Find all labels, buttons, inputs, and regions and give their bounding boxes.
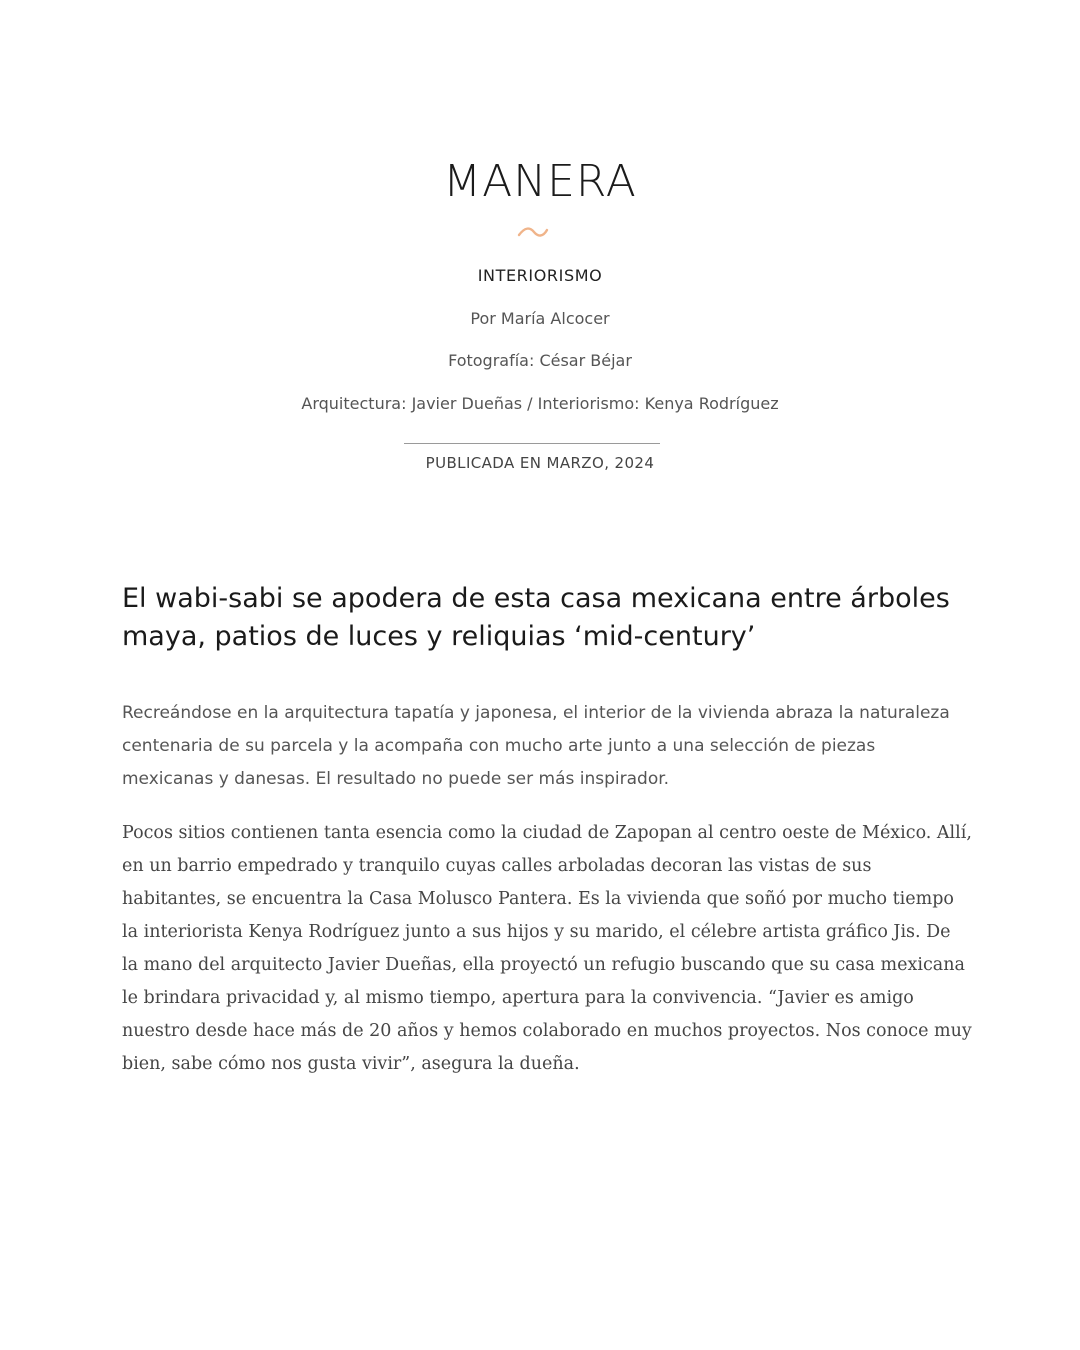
section-label[interactable]: INTERIORISMO bbox=[477, 266, 603, 285]
article-dek: Recreándose en la arquitectura tapatía y japonesa, el interior de la vivienda abraza la naturaleza centenaria de su parcela y la acompaña con mucho arte junto a una selección de piezas mexicanas y danesas. El resultado no puede ser más inspirador. bbox=[122, 703, 950, 789]
divider bbox=[404, 443, 660, 444]
author-byline: Por María Alcocer bbox=[470, 309, 610, 328]
brand-logo[interactable]: MANERA bbox=[443, 156, 637, 207]
photography-credit: Fotografía: César Béjar bbox=[448, 351, 632, 370]
article-headline: El wabi-sabi se apodera de esta casa mexicana entre árboles maya, patios de luces y reliquias ‘mid-century’ bbox=[122, 583, 950, 652]
article-body-paragraph: Pocos sitios contienen tanta esencia como la ciudad de Zapopan al centro oeste de México. Allí, en un barrio empedrado y tranquilo cuyas calles arboladas decoran las vistas de sus habitantes, se encuentra la Casa Molusco Pantera. Es la vivienda que soñó por mucho tiempo la interiorista Kenya Rodríguez junto a sus hijos y su marido, el célebre artista gráfico Jis. De la mano del arquitecto Javier Dueñas, ella proyectó un refugio buscando que su casa mexicana le brindara privacidad y, al mismo tiempo, apertura para la convivencia. “Javier es amigo nuestro desde hace más de 20 años y hemos colaborado en muchos proyectos. Nos conoce muy bien, sabe cómo nos gusta vivir”, asegura la dueña. bbox=[122, 823, 972, 1074]
tilde-ornament-icon bbox=[516, 222, 550, 242]
publish-date: PUBLICADA EN MARZO, 2024 bbox=[425, 454, 655, 472]
architecture-credits: Arquitectura: Javier Dueñas / Interiorismo: Kenya Rodríguez bbox=[301, 394, 779, 413]
